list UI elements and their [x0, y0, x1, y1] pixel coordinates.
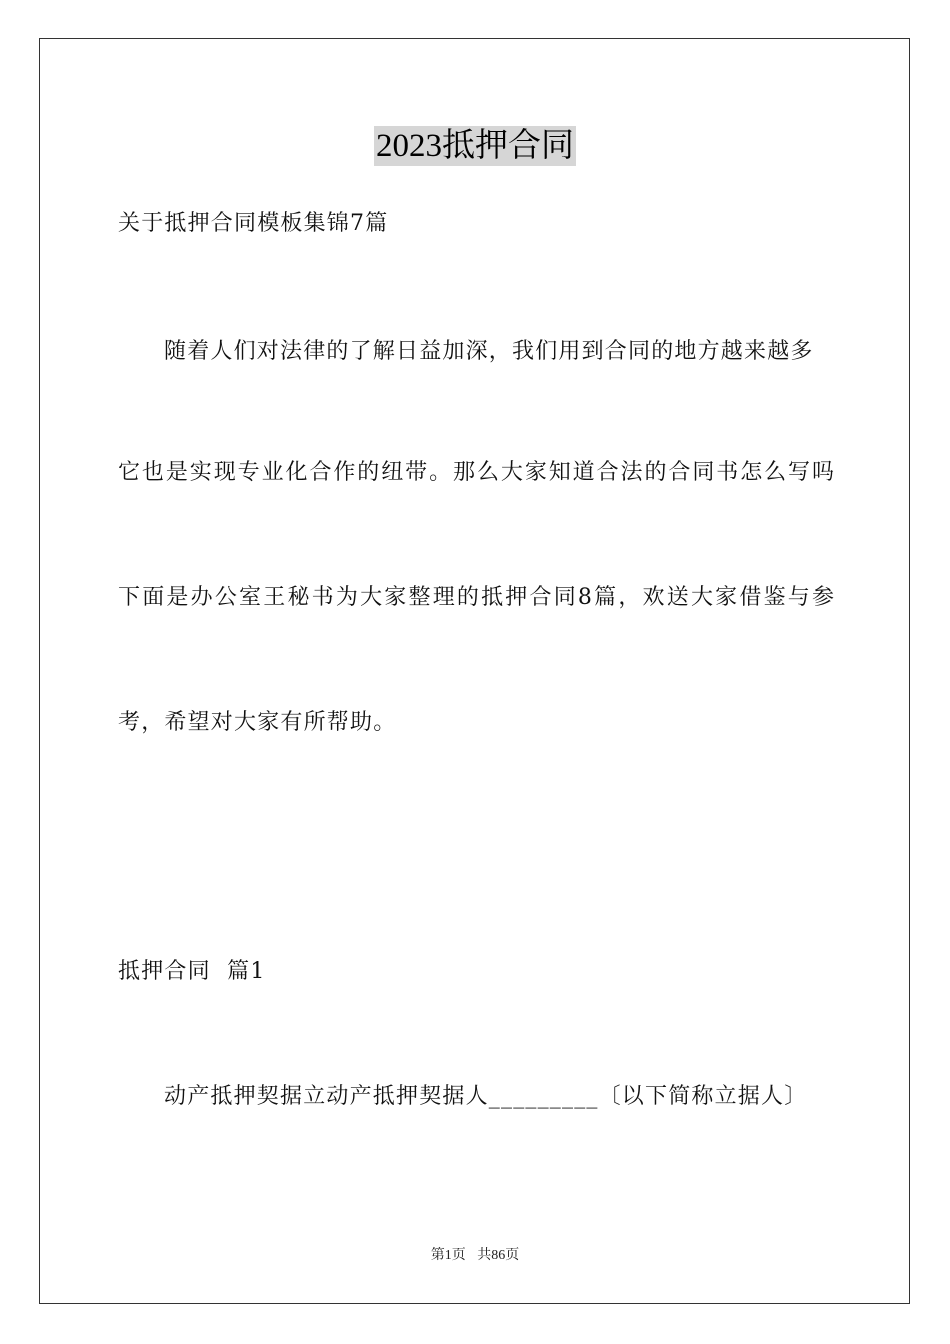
title-container — [0, 126, 950, 166]
intro-line-2: 它也是实现专业化合作的纽带。那么大家知道合法的合同书怎么写吗 — [118, 460, 834, 485]
document-title: 2023抵押合同 — [376, 128, 574, 164]
intro-line-1: 随着人们对法律的了解日益加深，我们用到合同的地方越来越多 — [164, 339, 814, 364]
intro-line-3: 下面是办公室王秘书为大家整理的抵押合同8篇，欢送大家借鉴与参 — [118, 585, 834, 610]
section-first-line: 动产抵押契据立动产抵押契据人_________〔以下简称立据人〕 — [164, 1084, 808, 1109]
document-subtitle: 关于抵押合同模板集锦7篇 — [118, 211, 389, 236]
section-heading: 抵押合同 篇1 — [118, 959, 266, 984]
page-footer — [0, 1247, 950, 1265]
intro-line-4: 考，希望对大家有所帮助。 — [118, 710, 397, 735]
footer-page-current: 第1页 — [430, 1248, 466, 1263]
footer-page-total: 共86页 — [477, 1248, 520, 1263]
